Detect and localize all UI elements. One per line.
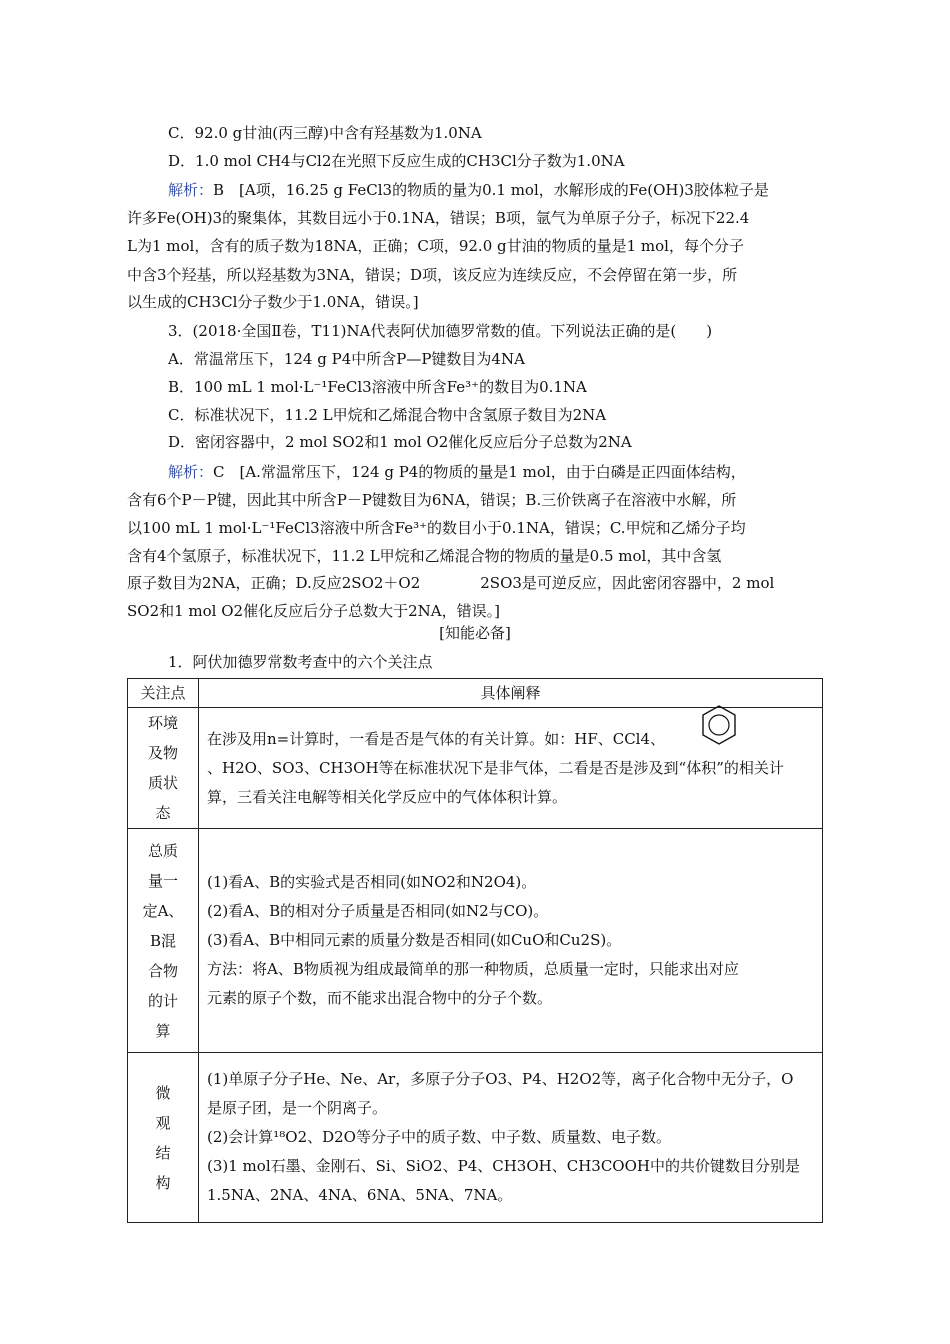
analysis2-line-5: 原子数目为2NA，正确；D.反应2SO2＋O2 2SO3是可逆反应，因此密闭容器中，2 mol bbox=[127, 574, 775, 592]
subsection-title: 1．阿伏加德罗常数考查中的六个关注点 bbox=[168, 653, 433, 671]
row-label: 微 观 结 构 bbox=[128, 1053, 199, 1223]
analysis-line-5: 以生成的CH3Cl分子数少于1.0NA，错误。] bbox=[127, 293, 419, 311]
analysis-line-1 bbox=[168, 180, 769, 200]
analysis2-line-3: 以100 mL 1 mol·L⁻¹FeCl3溶液中所含Fe³⁺的数目小于0.1NA，错误；C.甲烷和乙烯分子均 bbox=[127, 519, 746, 537]
option-b-line: B．100 mL 1 mol·L⁻¹FeCl3溶液中所含Fe³⁺的数目为0.1NA bbox=[168, 378, 587, 396]
analysis-line-2: 许多Fe(OH)3的聚集体，其数目远小于0.1NA，错误；B项，氩气为单原子分子，标况下22.4 bbox=[127, 209, 750, 227]
analysis2-line-6: SO2和1 mol O2催化反应后分子总数大于2NA，错误。] bbox=[127, 602, 500, 620]
row-text: (1)看A、B的实验式是否相同(如NO2和N2O4)。 (2)看A、B的相对分子质量是否相同(如N2与CO)。 (3)看A、B中相同元素的质量分数是否相同(如CuO和Cu2S)。 方法：将A、B物质视为组成最简单的那一种物质，总质量一定时，只能求出对应 元素的原子个数，而不能求出混合物中的分子个数。 bbox=[199, 829, 823, 1053]
option-c-line: C．92.0 g甘油(丙三醇)中含有羟基数为1.0NA bbox=[168, 124, 482, 142]
analysis2-line-2: 含有6个P－P键，因此其中所含P－P键数目为6NA，错误；B.三价铁离子在溶液中水解，所 bbox=[127, 491, 737, 509]
option-d-line: D．1.0 mol CH4与Cl2在光照下反应生成的CH3Cl分子数为1.0NA bbox=[168, 152, 625, 170]
table-row bbox=[128, 829, 823, 1053]
option-a-line: A．常温常压下，124 g P4中所含P—P键数目为4NA bbox=[168, 350, 525, 368]
analysis2-line-1 bbox=[168, 462, 746, 482]
row-text: 在涉及用n=计算时，一看是否是气体的有关计算。如：HF、CCl4、 、H2O、SO3、CH3OH等在标准状况下是非气体，二看是否是涉及到“体积”的相关计 算，三看关注电解等相关化学反应中的气体体积计算。 bbox=[199, 708, 823, 829]
row-label: 环境 及物 质状 态 bbox=[128, 708, 199, 829]
focus-points-table bbox=[127, 678, 823, 1223]
analysis-line-3: L为1 mol，含有的质子数为18NA，正确；C项，92.0 g甘油的物质的量是1 mol，每个分子 bbox=[127, 237, 744, 255]
option-c-line-2: C．标准状况下，11.2 L甲烷和乙烯混合物中含氢原子数目为2NA bbox=[168, 406, 607, 424]
option-d-line-2: D．密闭容器中，2 mol SO2和1 mol O2催化反应后分子总数为2NA bbox=[168, 433, 632, 451]
analysis-text: B [A项，16.25 g FeCl3的物质的量为0.1 mol，水解形成的Fe(OH)3胶体粒子是 bbox=[213, 181, 769, 199]
row-label: 总质 量一 定A、 B混 合物 的计 算 bbox=[128, 829, 199, 1053]
table-row bbox=[128, 708, 823, 829]
analysis-tag: 解析： bbox=[168, 181, 214, 199]
analysis-tag-2: 解析： bbox=[168, 463, 214, 481]
question-3-stem: 3．(2018·全国Ⅱ卷，T11)NA代表阿伏加德罗常数的值。下列说法正确的是( ) bbox=[168, 322, 713, 340]
header-focus-point: 关注点 bbox=[128, 679, 199, 708]
header-explanation: 具体阐释 bbox=[199, 679, 823, 708]
section-heading: [知能必备] bbox=[439, 624, 511, 642]
table-row bbox=[128, 1053, 823, 1223]
analysis2-line-4: 含有4个氢原子，标准状况下，11.2 L甲烷和乙烯混合物的物质的量是0.5 mol，其中含氢 bbox=[127, 547, 722, 565]
benzene-ring-icon bbox=[697, 703, 741, 747]
analysis2-text: C [A.常温常压下，124 g P4的物质的量是1 mol，由于白磷是正四面体结构， bbox=[213, 463, 746, 481]
row-text: (1)单原子分子He、Ne、Ar，多原子分子O3、P4、H2O2等，离子化合物中无分子，O 是原子团，是一个阴离子。 (2)会计算¹⁸O2、D2O等分子中的质子数、中子数、质量数、电子数。 (3)1 mol石墨、金刚石、Si、SiO2、P4、CH3OH、CH3COOH中的共价键数目分别是 1.5NA、2NA、4NA、6NA、5NA、7NA。 bbox=[199, 1053, 823, 1223]
analysis-line-4: 中含3个羟基，所以羟基数为3NA，错误；D项，该反应为连续反应，不会停留在第一步，所 bbox=[127, 266, 738, 284]
